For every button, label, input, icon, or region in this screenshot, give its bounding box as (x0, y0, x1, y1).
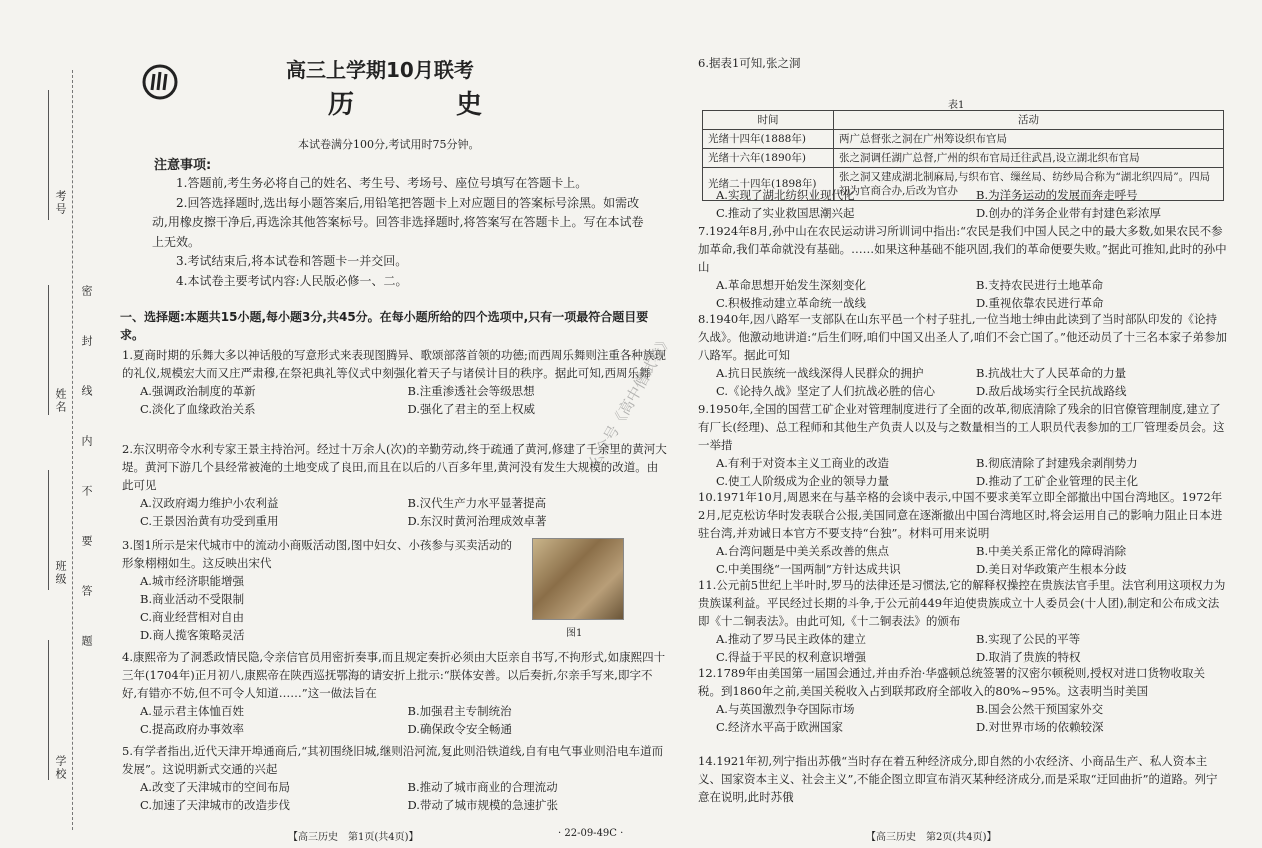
option-b[interactable]: B.汉代生产力水平显著提高 (407, 496, 547, 510)
option-d[interactable]: D.强化了君主的至上权威 (407, 402, 535, 416)
option-d[interactable]: D.敌后战场实行全民抗战路线 (976, 384, 1127, 398)
notice-item: 4.本试卷主要考试内容:人民版必修一、二。 (176, 273, 408, 288)
page-footer: 【高三历史 第2页(共4页)】 (866, 832, 997, 843)
option-b[interactable]: B.支持农民进行土地革命 (976, 278, 1104, 292)
question-11 (698, 576, 1228, 666)
table-row (703, 149, 1224, 168)
underline-school (48, 640, 49, 780)
exam-logo-icon (140, 62, 180, 102)
option-b[interactable]: B.抗战壮大了人民革命的力量 (976, 366, 1127, 380)
option-c[interactable]: C.王景因治黄有功受到重用 (140, 514, 279, 528)
option-c[interactable]: C.淡化了血缘政治关系 (140, 402, 256, 416)
section-heading: 一、选择题:本题共15小题,每小题3分,共45分。在每小题所给的四个选项中,只有一项最符合题目要求。 (120, 310, 649, 342)
option-b[interactable]: B.加强君主专制统治 (407, 704, 512, 718)
option-c[interactable]: C.推动了实业救国思潮兴起 (716, 206, 855, 220)
option-a[interactable]: A.革命思想开始发生深刻变化 (716, 278, 866, 292)
question-6-stem: 6.据表1可知,张之洞 (698, 56, 801, 70)
question-stem: 3.图1所示是宋代城市中的流动小商贩活动图,图中妇女、小孩参与买卖活动的形象栩栩如生。这反映出宋代 (122, 538, 512, 570)
option-b[interactable]: B.商业活动不受限制 (140, 592, 245, 606)
underline-exam-id (48, 90, 49, 220)
question-stem: 1.夏商时期的乐舞大多以神话般的写意形式来表现图腾异、歌颂部落首领的功德;而西周乐舞则注重各种族现的礼仪,规模宏大而又庄严肃穆,在祭祀典礼等仪式中刻强化着天子与诸侯计目的秩序。据此可知,西周乐舞 (122, 348, 666, 380)
option-c[interactable]: C.经济水平高于欧洲国家 (716, 720, 844, 734)
page-2 (696, 48, 1236, 848)
table-row (703, 130, 1224, 149)
option-a[interactable]: A.显示君主体恤百姓 (140, 704, 244, 718)
question-stem: 12.1789年由美国第一届国会通过,并由乔治·华盛顿总统签署的汉密尔顿税则,授权对进口货物收取关税。到1860年之前,美国关税收入占到联邦政府全部收入的80%~95%。这表明当时美国 (698, 666, 1206, 698)
option-d[interactable]: D.对世界市场的依赖较深 (976, 720, 1104, 734)
table-cell: 张之洞调任湖广总督,广州的织布官局迁往武昌,设立湖北织布官局 (834, 149, 1224, 168)
option-a[interactable]: A.汉政府竭力维护小农利益 (140, 496, 279, 510)
table-cell: 张之洞又建成湖北制麻局,与织布官、缫丝局、纺纱局合称为“湖北织四局”。四局初为官商合办,后改为官办 (834, 168, 1224, 201)
option-a[interactable]: A.强调政治制度的革新 (140, 384, 256, 398)
option-c[interactable]: C.得益于平民的权利意识增强 (716, 650, 867, 664)
label-school: 学校 (54, 755, 67, 781)
question-1 (122, 346, 667, 418)
table-caption: 表1 (948, 100, 965, 111)
option-a[interactable]: A.实现了湖北纺织业现代化 (716, 188, 855, 202)
question-stem: 11.公元前5世纪上半叶时,罗马的法律还是习惯法,它的解释权操控在贵族法官手里。法官利用这项权力为贵族谋利益。平民经过长期的斗争,于公元前449年迫使贵族成立十人委员会(十人团),制定和公布成文法即《十二铜表法》。由此可知,《十二铜表法》的颁布 (698, 578, 1226, 628)
binding-margin (0, 0, 93, 848)
option-d[interactable]: D.商人揽客策略灵活 (140, 628, 245, 642)
subject-title: 历 史 (328, 90, 521, 120)
notice-heading: 注意事项: (154, 158, 212, 173)
watermark-text: 公众号《高中僧试卷》 (585, 331, 676, 471)
option-b[interactable]: B.注重渗透社会等级思想 (407, 384, 535, 398)
question-stem: 7.1924年8月,孙中山在农民运动讲习所训词中指出:“农民是我们中国人民之中的最大多数,如果农民不参加革命,我们革命就没有基础。……如果这种基础不能巩固,我们的革命便要失败。”据此可推知,此时的孙中山 (698, 224, 1227, 274)
option-d[interactable]: D.带动了城市规模的急速扩张 (407, 798, 558, 812)
option-d[interactable]: D.重视依靠农民进行革命 (976, 296, 1104, 310)
exam-code: · 22-09-49C · (558, 828, 624, 839)
question-stem: 10.1971年10月,周恩来在与基辛格的会谈中表示,中国不要求美军立即全部撤出中国台湾地区。1972年2月,尼克松访华时发表联合公报,美国同意在逐渐撤出中国台湾地区时,将会运用自己的影响力阻止日本进驻台湾,并劝诫日本官方不要支持“台独”。材料可用来说明 (698, 490, 1223, 540)
table-cell: 光绪十六年(1890年) (703, 149, 834, 168)
question-stem: 2.东汉明帝令水利专家王景主持治河。经过十万余人(次)的辛勤劳动,终于疏通了黄河,修建了千余里的黄河大堤。黄河下游几个县经常被淹的土地变成了良田,而且在以后的八百多年里,黄河没有发生大规模的改道。由此可见 (122, 442, 667, 492)
question-14 (698, 752, 1228, 822)
notice-item: 1.答题前,考生务必将自己的姓名、考生号、考场号、座位号填写在答题卡上。 (176, 176, 588, 190)
option-a[interactable]: A.与英国激烈争夺国际市场 (716, 702, 855, 716)
seal-note: 密 封 线 内 不 要 答 题 (80, 285, 93, 660)
question-10 (698, 488, 1228, 578)
option-a[interactable]: A.抗日民族统一战线深得人民群众的拥护 (716, 366, 924, 380)
option-d[interactable]: D.取消了贵族的特权 (976, 650, 1081, 664)
figure-1-image (532, 538, 624, 620)
option-b[interactable]: B.推动了城市商业的合理流动 (407, 780, 558, 794)
question-stem: 8.1940年,因八路军一支部队在山东平邑一个村子驻扎,一位当地士绅由此读到了当时部队印发的《论持久战》。他激动地讲道:“后生们呀,咱们中国又出圣人了,咱们不会亡国了。”他还动员了十三名本家子弟参加八路军。据此可知 (698, 312, 1227, 362)
table-header: 时间 (703, 111, 834, 130)
question-7 (698, 222, 1228, 312)
label-exam-id: 考号 (54, 190, 67, 216)
table-cell: 两广总督张之洞在广州筹设织布官局 (834, 130, 1224, 149)
option-b[interactable]: B.中美关系正常化的障碍消除 (976, 544, 1127, 558)
table-cell: 光绪二十四年(1898年) (703, 168, 834, 201)
option-d[interactable]: D.确保政令安全畅通 (407, 722, 512, 736)
option-d[interactable]: D.东汉时黄河治理成效卓著 (407, 514, 547, 528)
question-9 (698, 400, 1228, 490)
option-a[interactable]: A.城市经济职能增强 (140, 574, 244, 588)
figure-caption: 图1 (566, 628, 583, 639)
option-a[interactable]: A.台湾问题是中美关系改善的焦点 (716, 544, 889, 558)
question-3 (122, 536, 522, 644)
underline-class (48, 470, 49, 590)
seal-line (72, 70, 73, 830)
option-d[interactable]: D.美日对华政策产生根本分歧 (976, 562, 1127, 576)
option-d[interactable]: D.创办的洋务企业带有封建色彩浓厚 (976, 206, 1161, 220)
option-d[interactable]: D.推动了工矿企业管理的民主化 (976, 474, 1138, 488)
table-header-row (703, 111, 1224, 130)
table-header: 活动 (834, 111, 1224, 130)
question-4 (122, 648, 667, 738)
option-c[interactable]: C.积极推动建立革命统一战线 (716, 296, 867, 310)
option-c[interactable]: C.加速了天津城市的改造步伐 (140, 798, 291, 812)
option-a[interactable]: A.有利于对资本主义工商业的改造 (716, 456, 889, 470)
exam-title: 高三上学期10月联考 (286, 58, 474, 82)
notice-item: 3.考试结束后,将本试卷和答题卡一并交回。 (176, 254, 408, 268)
exam-meta: 本试卷满分100分,考试用时75分钟。 (298, 138, 480, 151)
option-a[interactable]: A.改变了天津城市的空间布局 (140, 780, 290, 794)
option-c[interactable]: C.中美围绕“一国两制”方针达成共识 (716, 562, 901, 576)
notice-list (152, 174, 652, 291)
question-stem: 14.1921年初,列宁指出苏俄“当时存在着五种经济成分,即自然的小农经济、小商品生产、私人资本主义、国家资本主义、社会主义”,不能企图立即宣布消灭某种经济成分,而是采取“迂回曲折”的道路。列宁意在说明,此时苏俄 (698, 754, 1218, 804)
page-footer: 【高三历史 第1页(共4页)】 (288, 832, 419, 843)
underline-name (48, 285, 49, 415)
label-name: 姓名 (54, 388, 67, 414)
question-stem: 4.康熙帝为了洞悉政情民隐,令亲信官员用密折奏事,而且规定奏折必须由大臣亲自书写,不拘形式,如康熙四十三年(1704年)正月初八,康熙帝在陕西巡抚鄂海的请安折上批示:“朕体安善。以后奏折,尔亲手写来,即字不好,有错亦不妨,但不可令人知道……”这一做法旨在 (122, 650, 666, 700)
question-6-options (698, 186, 1228, 222)
question-12 (698, 664, 1228, 736)
question-stem: 5.有学者指出,近代天津开埠通商后,“其初围绕旧城,继则沿河流,复此则沿铁道线,自有电气事业则沿电车道而发展”。这说明新式交通的兴起 (122, 744, 664, 776)
question-5 (122, 742, 667, 814)
question-2 (122, 440, 667, 530)
option-b[interactable]: B.为洋务运动的发展而奔走呼号 (976, 188, 1138, 202)
option-b[interactable]: B.实现了公民的平等 (976, 632, 1081, 646)
question-8 (698, 310, 1228, 400)
table-cell: 光绪十四年(1888年) (703, 130, 834, 149)
option-a[interactable]: A.推动了罗马民主政体的建立 (716, 632, 866, 646)
option-b[interactable]: B.国会公然干预国家外交 (976, 702, 1104, 716)
option-b[interactable]: B.彻底清除了封建残余剥削势力 (976, 456, 1138, 470)
label-class: 班级 (54, 560, 67, 586)
question-stem: 9.1950年,全国的国营工矿企业对管理制度进行了全面的改革,彻底清除了残余的旧官僚管理制度,建立了有厂长(经理)、总工程师和其他生产负责人以及与之数量相当的工人职员代表参加的工厂管理委员会。这一举措 (698, 402, 1225, 452)
option-c[interactable]: C.使工人阶级成为企业的领导力量 (716, 474, 890, 488)
notice-item: 2.回答选择题时,选出每小题答案后,用铅笔把答题卡上对应题目的答案标号涂黑。如需改动,用橡皮擦干净后,再选涂其他答案标号。回答非选择题时,将答案写在答题卡上。写在本试卷上无效。 (152, 195, 644, 249)
option-c[interactable]: C.《论持久战》坚定了人们抗战必胜的信心 (716, 384, 936, 398)
option-c[interactable]: C.提高政府办事效率 (140, 722, 245, 736)
option-c[interactable]: C.商业经营相对自由 (140, 610, 245, 624)
